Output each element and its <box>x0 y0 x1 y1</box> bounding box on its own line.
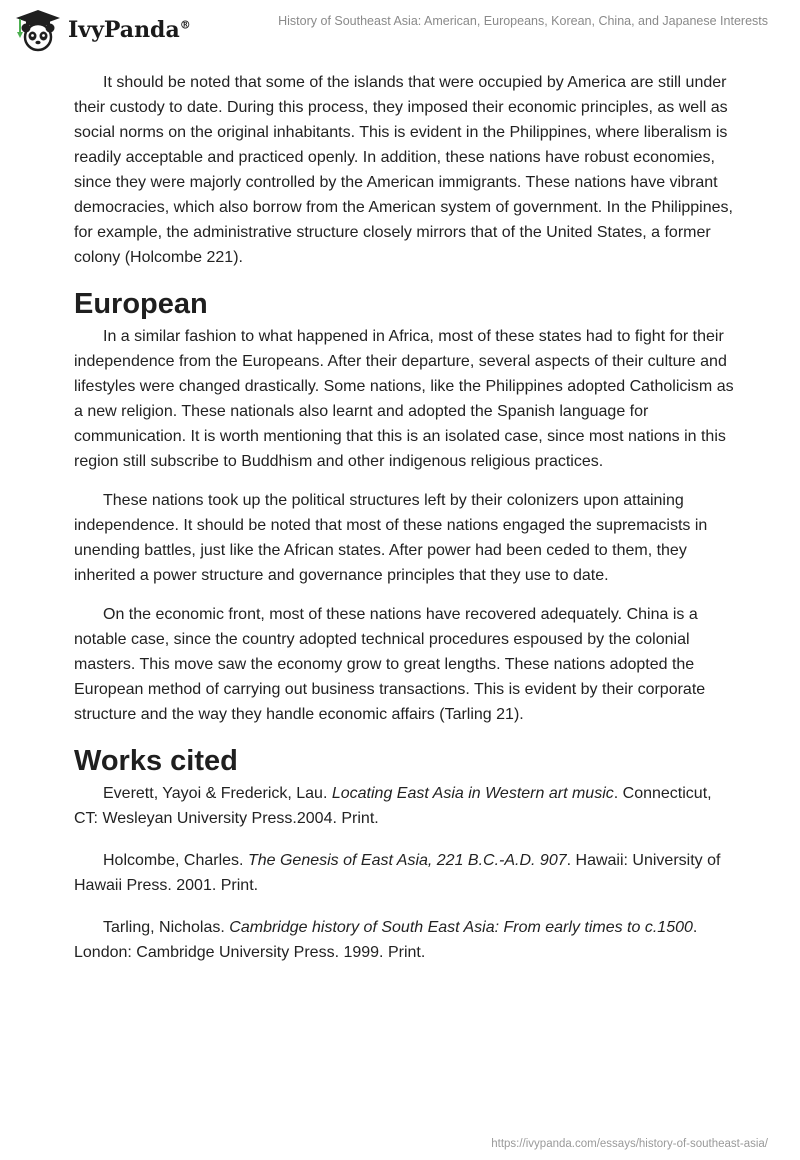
citation-title: Locating East Asia in Western art music <box>331 785 614 802</box>
works-cited-heading: Works cited <box>74 745 238 777</box>
european-heading: European <box>74 288 208 320</box>
logo-name: IvyPanda <box>68 17 180 43</box>
citation-title: Cambridge history of South East Asia: From early times to c.1500 <box>229 919 693 936</box>
ivypanda-logo[interactable] <box>14 8 191 52</box>
page-header <box>0 0 800 60</box>
logo-wordmark <box>68 17 191 43</box>
citation-details: . Connecticut, CT: Wesleyan University Press.2004. Print. <box>74 785 712 827</box>
european-paragraph: These nations took up the political structures left by their colonizers upon attaining independence. It should be noted that most of these nations engaged the supremacists in unending battles, just like the African states. After power had been ceded to them, they inherited a power structure and governance principles that they use to date. <box>74 492 708 584</box>
citation-item <box>74 848 734 898</box>
citation-author: Everett, Yayoi & Frederick, Lau. <box>103 785 332 802</box>
citation-item <box>74 915 734 965</box>
panda-graduate-icon <box>14 8 62 52</box>
citation-author: Holcombe, Charles. <box>103 852 248 869</box>
document-title: History of Southeast Asia: American, Europeans, Korean, China, and Japanese Interests <box>278 14 768 28</box>
intro-paragraph: It should be noted that some of the islands that were occupied by America are still under their custody to date. During this process, they imposed their economic principles, as well as social norms on the original inhabitants. This is evident in the Philippines, where liberalism is readily acceptable and practiced openly. In addition, these nations have robust economies, since they were majorly controlled by the American immigrants. These nations have vibrant democracies, which also borrow from the American system of government. In the Philippines, for example, the administrative structure closely mirrors that of the United States, a former colony (Holcombe 221). <box>74 74 733 266</box>
citation-details: . Hawaii: University of Hawaii Press. 2001. Print. <box>74 852 721 894</box>
citation-title: The Genesis of East Asia, 221 B.C.-A.D. 907 <box>247 852 567 869</box>
citation-item <box>74 781 734 831</box>
european-paragraph: On the economic front, most of these nations have recovered adequately. China is a notable case, since the country adopted technical procedures espoused by the colonial masters. This move saw the economy grow to great lengths. These nations adopted the European method of carrying out business transactions. This is evident by their corporate structure and the way they handle economic affairs (Tarling 21). <box>74 606 706 723</box>
citation-author: Tarling, Nicholas. <box>103 919 230 936</box>
citation-details: . London: Cambridge University Press. 1999. Print. <box>74 919 698 961</box>
essay-content <box>74 70 734 982</box>
logo-registered-mark: ® <box>179 18 191 32</box>
source-url-link[interactable]: https://ivypanda.com/essays/history-of-southeast-asia/ <box>491 1138 768 1150</box>
european-paragraph: In a similar fashion to what happened in Africa, most of these states had to fight for their independence from the Europeans. After their departure, several aspects of their culture and lifestyles were changed drastically. Some nations, like the Philippines adopted Catholicism as a new religion. These nationals also learnt and adopted the Spanish language for communication. It is worth mentioning that this is an isolated case, since most nations in this region still subscribe to Buddhism and other indigenous religious practices. <box>74 328 734 470</box>
